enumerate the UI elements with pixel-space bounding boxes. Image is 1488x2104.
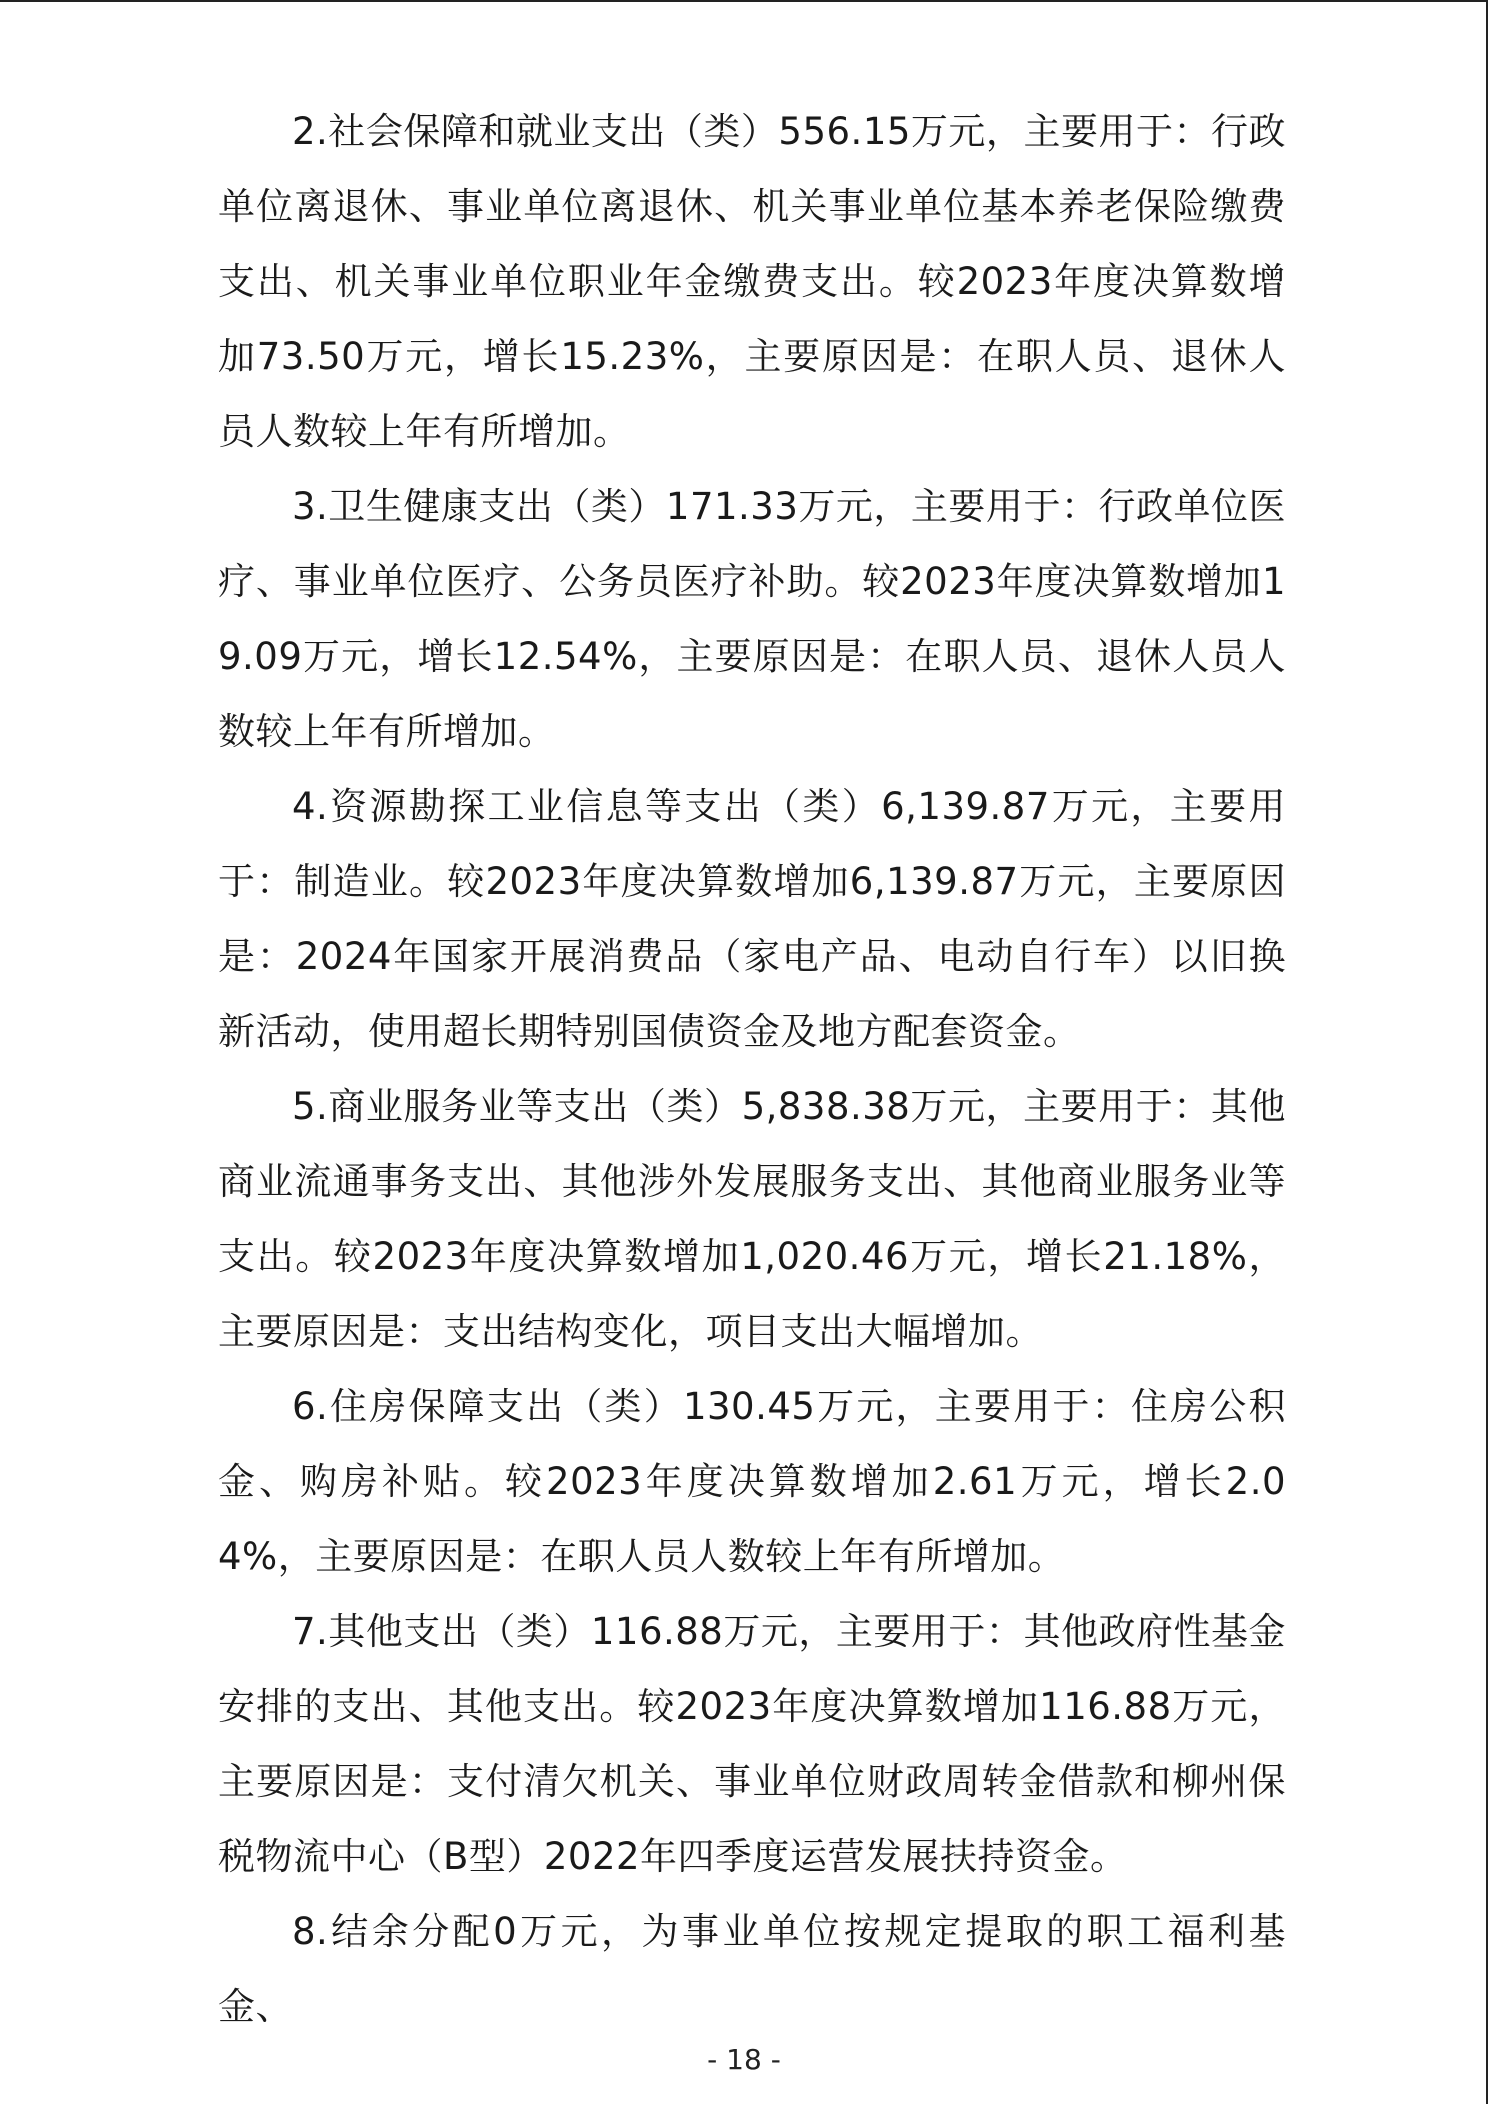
paragraph-health: 3.卫生健康支出（类）171.33万元，主要用于：行政单位医疗、事业单位医疗、公务员医疗补助。较2023年度决算数增加19.09万元，增长12.54%，主要原因是：在职人员、退休人员人数较上年有所增加。 (218, 485, 1286, 753)
paragraph-social-security: 2.社会保障和就业支出（类）556.15万元，主要用于：行政单位离退休、事业单位离退休、机关事业单位基本养老保险缴费支出、机关事业单位职业年金缴费支出。较2023年度决算数增加73.50万元，增长15.23%，主要原因是：在职人员、退休人员人数较上年有所增加。 (218, 110, 1286, 453)
paragraph-resource-industry: 4.资源勘探工业信息等支出（类）6,139.87万元，主要用于：制造业。较2023年度决算数增加6,139.87万元，主要原因是：2024年国家开展消费品（家电产品、电动自行车）以旧换新活动，使用超长期特别国债资金及地方配套资金。 (218, 785, 1286, 1053)
page-number: - 18 - (707, 2043, 781, 2076)
page-top-border (0, 0, 1488, 2)
paragraph-surplus-distribution: 8.结余分配0万元，为事业单位按规定提取的职工福利基金、 (218, 1910, 1286, 2028)
document-body (218, 94, 1286, 2044)
paragraph-commerce-services: 5.商业服务业等支出（类）5,838.38万元，主要用于：其他商业流通事务支出、其他涉外发展服务支出、其他商业服务业等支出。较2023年度决算数增加1,020.46万元，增长21.18%，主要原因是：支出结构变化，项目支出大幅增加。 (218, 1085, 1286, 1353)
paragraph-other-expenditure: 7.其他支出（类）116.88万元，主要用于：其他政府性基金安排的支出、其他支出。较2023年度决算数增加116.88万元，主要原因是：支付清欠机关、事业单位财政周转金借款和柳州保税物流中心（B型）2022年四季度运营发展扶持资金。 (218, 1610, 1286, 1878)
paragraph-housing: 6.住房保障支出（类）130.45万元，主要用于：住房公积金、购房补贴。较2023年度决算数增加2.61万元，增长2.04%，主要原因是：在职人员人数较上年有所增加。 (218, 1385, 1286, 1578)
